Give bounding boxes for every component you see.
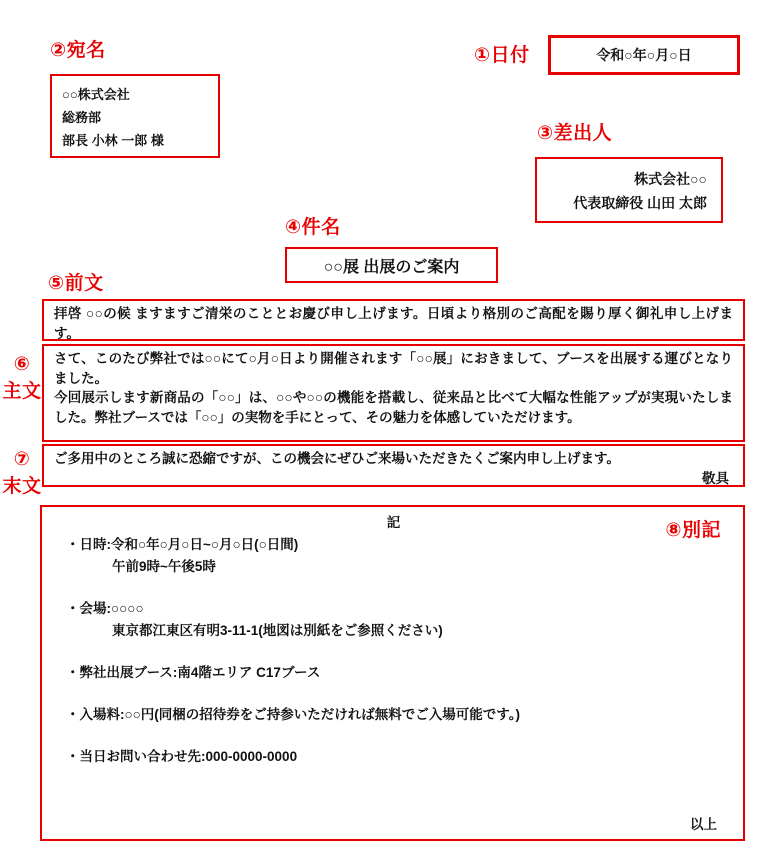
addendum-item-contact [66,746,721,768]
sender-company: 株式会社○○ [634,171,707,187]
closing-label-number: ⑦ [13,449,31,470]
closing-label-text: 末文 [2,476,42,497]
addendum-item-line: ・当日お問い合わせ先:000-0000-0000 [66,749,298,764]
recipient-person: 部長 小林 一郎 様 [62,133,164,148]
preface-text: 拝啓 ○○の候 ますますご清栄のこととお慶び申し上げます。日頃より格別のご高配を賜り厚く御礼申し上げます。 [54,306,733,341]
recipient-label: ②宛名 [50,40,106,61]
body-box [42,344,745,442]
recipient-box [50,74,220,158]
recipient-company: ○○株式会社 [62,87,130,102]
body-label-number: ⑥ [13,354,31,375]
body-paragraph-1: さて、このたび弊社では○○にて○月○日より開催されます「○○展」におきまして、ブースを出展する運びとなりました。 [54,351,733,386]
addendum-item-line: 東京都江東区有明3-11-1(地図は別紙をご参照ください) [112,623,443,638]
addendum-item-line: 午前9時~午後5時 [112,559,216,574]
sender-label: ③差出人 [537,123,613,144]
addendum-footer: 以上 [690,817,717,832]
closing-text: ご多用中のところ誠に恐縮ですが、この機会にぜひご来場いただきたくご案内申し上げます。 [54,451,620,466]
closing-box [42,444,745,487]
subject-label: ④件名 [285,217,341,238]
date-box [548,35,740,75]
date-label: ①日付 [474,45,530,66]
addendum-item-line: ・日時:令和○年○月○日~○月○日(○日間) [66,537,299,552]
body-paragraph-2: 今回展示します新商品の「○○」は、○○や○○の機能を搭載し、従来品と比べて大幅な性能アップが実現いたしました。弊社ブースでは「○○」の実物を手にとって、その魅力を体感していただけます。 [54,390,733,425]
addendum-heading: 記 [386,515,401,530]
subject-box [285,247,498,283]
closing-label [2,446,42,500]
addendum-label: ⑧別記 [665,520,721,541]
addendum-item-line: ・入場料:○○円(同梱の招待券をご持参いただければ無料でご入場可能です。) [66,707,520,722]
body-label-text: 主文 [2,381,42,402]
preface-label: ⑤前文 [48,273,104,294]
closing-sign: 敬具 [702,470,729,486]
addendum-item-venue [66,598,721,642]
sender-box [535,157,723,223]
recipient-department: 総務部 [62,110,102,125]
addendum-item-booth [66,662,721,684]
addendum-item-line: ・弊社出展ブース:南4階エリア C17ブース [66,665,321,680]
addendum-box [40,505,745,841]
sender-person: 代表取締役 山田 太郎 [573,195,707,211]
body-label [2,351,42,405]
addendum-content [42,507,743,768]
addendum-item-line: ・会場:○○○○ [66,601,144,616]
addendum-item-datetime [66,534,721,578]
addendum-item-fee [66,704,721,726]
preface-box [42,299,745,341]
date-value: 令和○年○月○日 [596,47,692,63]
subject-text: ○○展 出展のご案内 [323,258,460,276]
